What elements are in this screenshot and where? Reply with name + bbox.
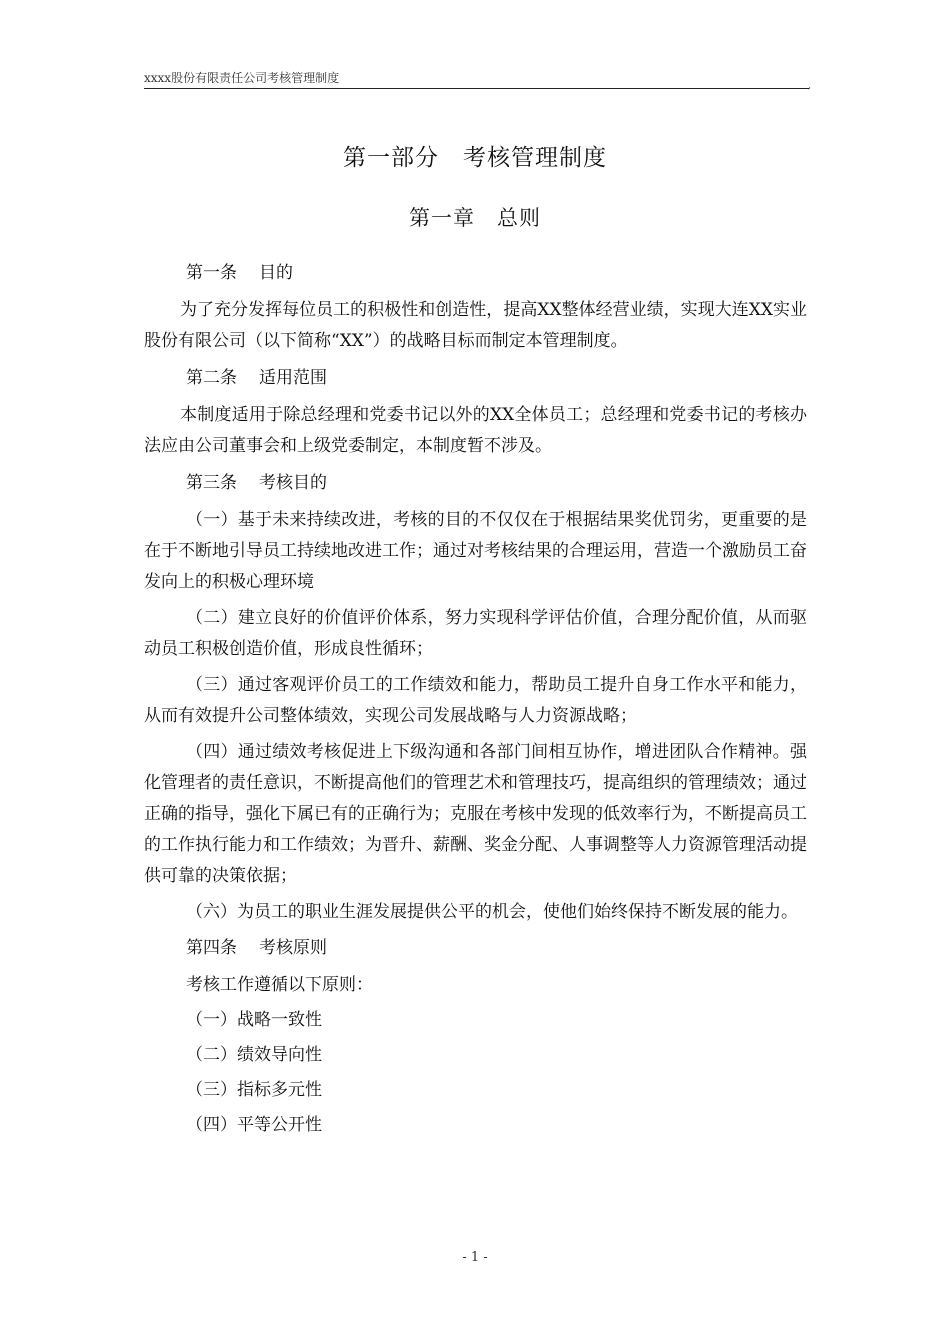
header-mark: , <box>808 80 812 91</box>
principle-item: （一）战略一致性 <box>186 1010 322 1030</box>
article-heading-1 <box>144 258 807 289</box>
article-label: 第三条 <box>186 473 237 493</box>
goal-item-6: （六）为员工的职业生涯发展提供公平的机会，使他们始终保持不断发展的能力。 <box>186 902 798 922</box>
paragraph-purpose: 为了充分发挥每位员工的积极性和创造性，提高XX整体经营业绩，实现大连XX实业股份有限公司（以下简称“XX”）的战略目标而制定本管理制度。 <box>144 300 807 351</box>
principle-item: （四）平等公开性 <box>186 1115 322 1135</box>
paragraph-scope: 本制度适用于除总经理和党委书记以外的XX全体员工；总经理和党委书记的考核办法应由公司董事会和上级党委制定，本制度暂不涉及。 <box>144 405 807 456</box>
article-heading-4 <box>144 933 807 964</box>
part-title: 第一部分 考核管理制度 <box>343 145 607 171</box>
page-number: - 1 - <box>462 1250 488 1265</box>
goal-item-3: （三）通过客观评价员工的工作绩效和能力，帮助员工提升自身工作水平和能力，从而有效提升公司整体绩效，实现公司发展战略与人力资源战略； <box>144 675 807 726</box>
article-title: 考核原则 <box>259 938 327 958</box>
goal-item-2: （二）建立良好的价值评价体系，努力实现科学评估价值，合理分配价值，从而驱动员工积极创造价值，形成良性循环； <box>144 608 807 659</box>
article-title: 目的 <box>259 263 293 283</box>
article-label: 第二条 <box>186 368 237 388</box>
article-heading-3 <box>144 468 807 499</box>
chapter-title: 第一章 总则 <box>409 206 541 230</box>
article-title: 适用范围 <box>259 368 327 388</box>
article-heading-2 <box>144 363 807 394</box>
principle-item: （二）绩效导向性 <box>186 1045 322 1065</box>
goal-item-1: （一）基于未来持续改进，考核的目的不仅仅在于根据结果奖优罚劣，更重要的是在于不断地引导员工持续地改进工作；通过对考核结果的合理运用，营造一个激励员工奋发向上的积极心理环境 <box>144 510 807 592</box>
principles-intro: 考核工作遵循以下原则： <box>186 975 373 995</box>
article-label: 第四条 <box>186 938 237 958</box>
document-body <box>144 258 807 1145</box>
running-header: xxxx股份有限责任公司考核管理制度 <box>144 70 809 89</box>
article-title: 考核目的 <box>259 473 327 493</box>
principle-item: （三）指标多元性 <box>186 1080 322 1100</box>
goal-item-4: （四）通过绩效考核促进上下级沟通和各部门间相互协作，增进团队合作精神。强化管理者的责任意识，不断提高他们的管理艺术和管理技巧，提高组织的管理绩效；通过正确的指导，强化下属已有的正确行为；克服在考核中发现的低效率行为，不断提高员工的工作执行能力和工作绩效；为晋升、薪酬、奖金分配、人事调整等人力资源管理活动提供可靠的决策依据； <box>144 742 807 886</box>
article-label: 第一条 <box>186 263 237 283</box>
